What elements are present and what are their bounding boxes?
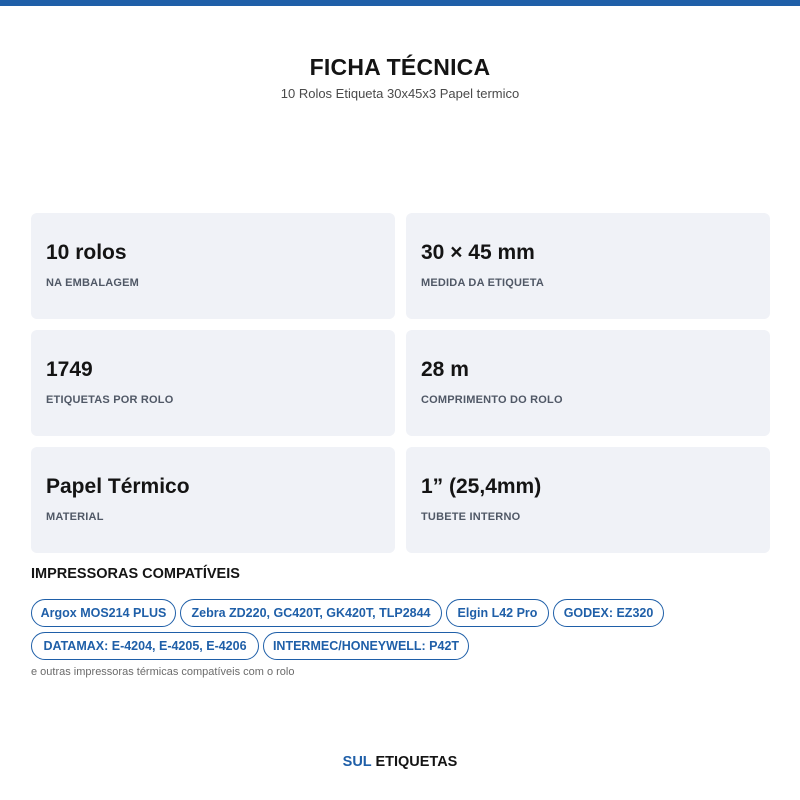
printers-section-title: IMPRESSORAS COMPATÍVEIS [31, 566, 240, 582]
spec-value: 1” (25,4mm) [421, 475, 542, 498]
printer-chip: DATAMAX: E-4204, E-4205, E-4206 [31, 632, 259, 660]
brand-accent: SUL [342, 754, 372, 770]
printer-chip: GODEX: EZ320 [553, 599, 664, 627]
spec-value: 10 rolos [46, 241, 127, 264]
printer-chip: Argox MOS214 PLUS [31, 599, 176, 627]
spec-value: 30 × 45 mm [421, 241, 535, 264]
printer-chip: INTERMEC/HONEYWELL: P42T [263, 632, 469, 660]
spec-label: MEDIDA DA ETIQUETA [421, 277, 544, 289]
top-accent-bar [0, 0, 800, 6]
spec-card-material [31, 447, 395, 553]
header [0, 54, 800, 101]
spec-card-package [31, 213, 395, 319]
spec-value: 1749 [46, 358, 93, 381]
printers-note: e outras impressoras térmicas compatíveis com o rolo [31, 666, 295, 678]
spec-label: MATERIAL [46, 511, 104, 523]
spec-label: ETIQUETAS POR ROLO [46, 394, 174, 406]
brand-footer [0, 754, 800, 770]
printer-chip: Elgin L42 Pro [446, 599, 549, 627]
spec-label: COMPRIMENTO DO ROLO [421, 394, 563, 406]
spec-card-core [406, 447, 770, 553]
page-title: FICHA TÉCNICA [309, 54, 491, 80]
printer-chip: Zebra ZD220, GC420T, GK420T, TLP2844 [180, 599, 442, 627]
spec-card-labels-per-roll [31, 330, 395, 436]
spec-value: 28 m [421, 358, 469, 381]
spec-value: Papel Térmico [46, 475, 190, 498]
spec-label: TUBETE INTERNO [421, 511, 521, 523]
page-subtitle: 10 Rolos Etiqueta 30x45x3 Papel termico [280, 86, 520, 101]
spec-label: NA EMBALAGEM [46, 277, 140, 289]
spec-card-roll-length [406, 330, 770, 436]
spec-card-label-size [406, 213, 770, 319]
brand-rest: ETIQUETAS [375, 754, 458, 770]
